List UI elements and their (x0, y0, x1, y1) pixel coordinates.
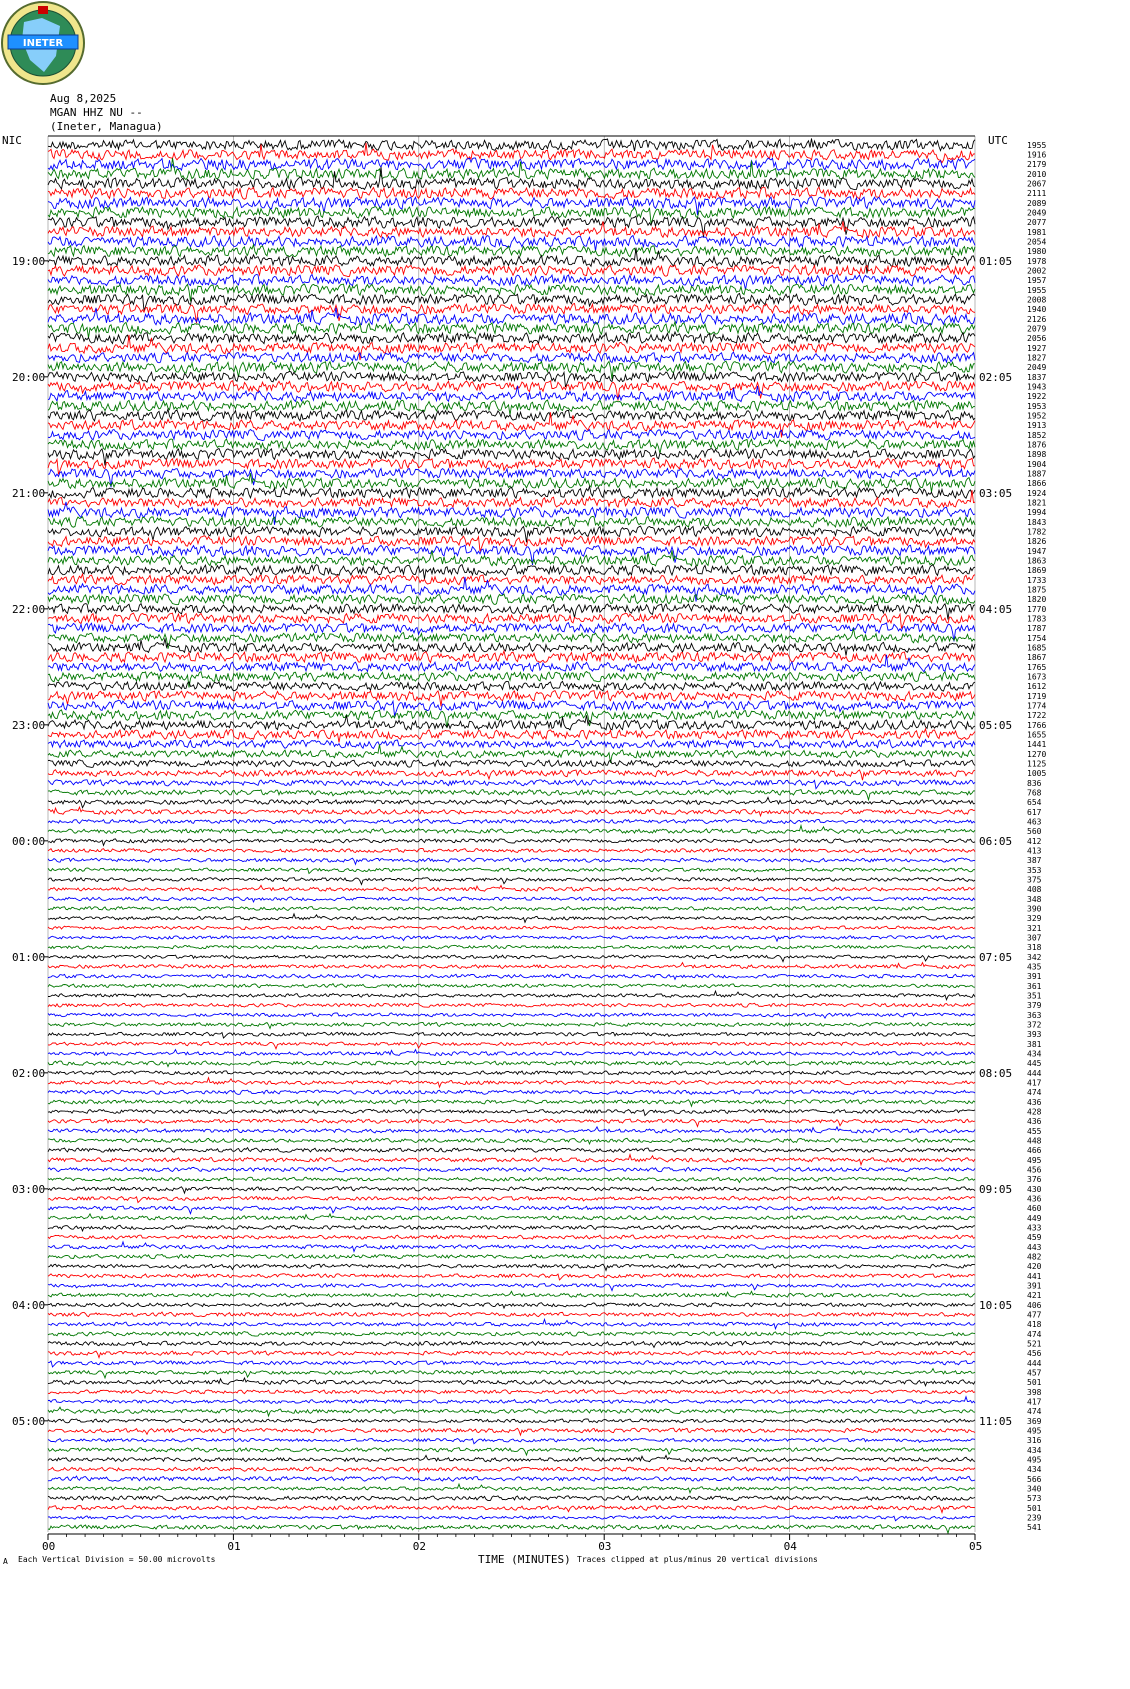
row-rms-label: 501 (1027, 1503, 1042, 1513)
left-hour-label: 02:00 (12, 1066, 46, 1080)
row-rms-label: 418 (1027, 1320, 1042, 1330)
trace-row (48, 1496, 975, 1501)
trace-row (48, 187, 975, 199)
trace-row (48, 1283, 975, 1290)
trace-row (48, 926, 975, 930)
trace-row (48, 858, 975, 864)
trace-row (48, 1428, 975, 1435)
row-rms-label: 434 (1027, 1465, 1042, 1475)
row-rms-label: 441 (1027, 1271, 1042, 1281)
row-rms-label: 1869 (1027, 566, 1047, 576)
row-rms-label: 495 (1027, 1455, 1042, 1465)
row-rms-label: 307 (1027, 933, 1042, 943)
row-rms-label: 342 (1027, 952, 1042, 962)
row-rms-label: 474 (1027, 1088, 1042, 1098)
trace-row (48, 1061, 975, 1067)
row-rms-label: 1005 (1027, 769, 1047, 779)
row-rms-label: 1655 (1027, 730, 1047, 740)
row-rms-label: 434 (1027, 1445, 1042, 1455)
row-rms-label: 474 (1027, 1407, 1042, 1417)
trace-row (48, 1100, 975, 1107)
trace-row (48, 430, 975, 441)
row-rms-label: 444 (1027, 1358, 1042, 1368)
trace-row (48, 1078, 975, 1087)
row-rms-label: 351 (1027, 991, 1042, 1001)
row-rms-label: 654 (1027, 798, 1042, 808)
row-rms-label: 448 (1027, 1136, 1042, 1146)
trace-row (48, 275, 975, 290)
trace-row (48, 1109, 975, 1115)
trace-row (48, 1167, 975, 1171)
row-rms-label: 566 (1027, 1474, 1042, 1484)
trace-row (48, 1319, 975, 1328)
trace-row (48, 1127, 975, 1133)
row-rms-label: 398 (1027, 1387, 1042, 1397)
right-hour-label: 11:05 (979, 1414, 1013, 1428)
trace-row (48, 936, 975, 942)
row-rms-label: 393 (1027, 1030, 1042, 1040)
trace-row (48, 1187, 975, 1193)
row-rms-label: 457 (1027, 1368, 1042, 1378)
trace-row (48, 516, 975, 527)
trace-row (48, 458, 975, 474)
trace-row (48, 914, 975, 923)
row-rms-label: 1787 (1027, 624, 1047, 634)
row-rms-label: 406 (1027, 1300, 1042, 1310)
trace-row (48, 885, 975, 891)
row-rms-label: 2056 (1027, 334, 1047, 344)
trace-row (48, 760, 975, 768)
trace-row (48, 1235, 975, 1239)
trace-row (48, 1032, 975, 1038)
trace-row (48, 1242, 975, 1252)
trace-row (48, 332, 975, 344)
row-rms-label: 443 (1027, 1242, 1042, 1252)
trace-row (48, 963, 975, 969)
trace-row (48, 848, 975, 854)
trace-row (48, 1023, 975, 1029)
trace-row (48, 335, 975, 360)
row-rms-label: 495 (1027, 1155, 1042, 1165)
trace-row (48, 1476, 975, 1481)
row-rms-label: 363 (1027, 1010, 1042, 1020)
row-rms-label: 1766 (1027, 720, 1047, 730)
row-rms-label: 1820 (1027, 595, 1047, 605)
trace-row (48, 1196, 975, 1202)
clipping-note: Traces clipped at plus/minus 20 vertical divisions (577, 1555, 818, 1564)
row-rms-label: 1957 (1027, 276, 1047, 286)
trace-row (48, 906, 975, 910)
trace-row (48, 623, 975, 642)
row-rms-label: 1722 (1027, 711, 1047, 721)
row-rms-label: 460 (1027, 1204, 1042, 1214)
row-rms-label: 1719 (1027, 691, 1047, 701)
row-rms-label: 495 (1027, 1426, 1042, 1436)
row-rms-label: 2010 (1027, 169, 1047, 179)
trace-row (48, 807, 975, 816)
trace-row (48, 797, 975, 807)
trace-row (48, 197, 975, 215)
trace-row (48, 1148, 975, 1153)
corner-mark: A (3, 1557, 8, 1566)
row-rms-label: 1952 (1027, 411, 1047, 421)
row-rms-label: 430 (1027, 1184, 1042, 1194)
row-rms-label: 1940 (1027, 305, 1047, 315)
trace-row (48, 1119, 975, 1127)
trace-row (48, 628, 975, 648)
trace-row (48, 1407, 975, 1416)
right-hour-label: 10:05 (979, 1298, 1013, 1312)
row-rms-label: 1904 (1027, 459, 1047, 469)
trace-row (48, 1332, 975, 1337)
row-rms-label: 391 (1027, 1281, 1042, 1291)
row-rms-label: 2089 (1027, 198, 1047, 208)
row-rms-label: 2067 (1027, 179, 1047, 189)
row-rms-label: 1673 (1027, 672, 1047, 682)
trace-row (48, 371, 975, 387)
trace-row (48, 1516, 975, 1521)
x-tick-label: 00 (42, 1540, 56, 1553)
row-rms-label: 2002 (1027, 266, 1047, 276)
row-rms-label: 560 (1027, 827, 1042, 837)
row-rms-label: 1852 (1027, 430, 1047, 440)
trace-row (48, 897, 975, 902)
vertical-division-note: Each Vertical Division = 50.00 microvolts (18, 1555, 216, 1564)
trace-row (48, 868, 975, 874)
row-rms-label: 412 (1027, 836, 1042, 846)
row-rms-label: 1826 (1027, 537, 1047, 547)
right-hour-label: 02:05 (979, 370, 1013, 384)
row-rms-label: 1876 (1027, 440, 1047, 450)
row-rms-label: 435 (1027, 962, 1042, 972)
row-rms-label: 417 (1027, 1078, 1042, 1088)
row-rms-label: 353 (1027, 865, 1042, 875)
row-rms-label: 2179 (1027, 160, 1047, 170)
trace-row (48, 487, 975, 499)
trace-row (48, 245, 975, 257)
header-date: Aug 8,2025 (50, 92, 117, 105)
row-rms-label: 1924 (1027, 488, 1047, 498)
row-rms-label: 369 (1027, 1416, 1042, 1426)
row-rms-label: 1913 (1027, 421, 1047, 431)
trace-row (48, 991, 975, 1000)
trace-row (48, 1291, 975, 1297)
x-tick-label: 03 (598, 1540, 612, 1553)
trace-row (48, 945, 975, 950)
row-rms-label: 428 (1027, 1107, 1042, 1117)
trace-row (48, 700, 975, 715)
trace-row (48, 826, 975, 834)
trace-row (48, 1177, 975, 1182)
trace-row (48, 974, 975, 979)
trace-row (48, 1361, 975, 1367)
row-rms-label: 541 (1027, 1523, 1042, 1533)
row-rms-label: 408 (1027, 885, 1042, 895)
row-rms-label: 1916 (1027, 150, 1047, 160)
trace-row (48, 1448, 975, 1455)
row-rms-label: 1837 (1027, 372, 1047, 382)
left-hour-label: 23:00 (12, 718, 46, 732)
row-rms-label: 329 (1027, 914, 1042, 924)
x-tick-label: 05 (969, 1540, 983, 1553)
row-rms-label: 1770 (1027, 604, 1047, 614)
row-rms-label: 1765 (1027, 662, 1047, 672)
trace-row (48, 878, 975, 885)
right-hour-label: 06:05 (979, 834, 1013, 848)
trace-row (48, 1378, 975, 1386)
trace-row (48, 1341, 975, 1347)
row-rms-label: 445 (1027, 1059, 1042, 1069)
trace-row (48, 594, 975, 605)
row-rms-label: 1922 (1027, 392, 1047, 402)
left-hour-label: 20:00 (12, 370, 46, 384)
trace-row (48, 265, 975, 277)
row-rms-label: 2079 (1027, 324, 1047, 334)
trace-row (48, 1484, 975, 1493)
trace-row (48, 1050, 975, 1056)
trace-row (48, 308, 975, 325)
row-rms-label: 1953 (1027, 401, 1047, 411)
trace-row (48, 613, 975, 628)
trace-row (48, 1351, 975, 1358)
row-rms-label: 449 (1027, 1213, 1042, 1223)
trace-row (48, 839, 975, 846)
left-hour-label: 03:00 (12, 1182, 46, 1196)
row-rms-label: 348 (1027, 894, 1042, 904)
trace-row (48, 651, 975, 663)
row-rms-label: 340 (1027, 1484, 1042, 1494)
row-rms-label: 433 (1027, 1223, 1042, 1233)
row-rms-label: 321 (1027, 923, 1042, 933)
right-hour-label: 05:05 (979, 718, 1013, 732)
row-rms-label: 1863 (1027, 556, 1047, 566)
trace-row (48, 138, 975, 151)
row-rms-label: 1955 (1027, 285, 1047, 295)
row-rms-label: 239 (1027, 1513, 1042, 1523)
row-rms-label: 421 (1027, 1291, 1042, 1301)
row-rms-label: 2049 (1027, 363, 1047, 373)
trace-row (48, 1419, 975, 1423)
row-rms-label: 463 (1027, 817, 1042, 827)
row-rms-label: 375 (1027, 875, 1042, 885)
row-rms-label: 361 (1027, 981, 1042, 991)
row-rms-label: 1612 (1027, 682, 1047, 692)
row-rms-label: 1782 (1027, 527, 1047, 537)
trace-row (48, 1003, 975, 1007)
trace-row (48, 284, 975, 301)
left-hour-label: 01:00 (12, 950, 46, 964)
row-rms-label: 459 (1027, 1233, 1042, 1243)
row-rms-label: 2008 (1027, 295, 1047, 305)
row-rms-label: 1827 (1027, 353, 1047, 363)
trace-row (48, 681, 975, 691)
row-rms-label: 1270 (1027, 749, 1047, 759)
row-rms-label: 1955 (1027, 140, 1047, 150)
row-rms-label: 1783 (1027, 614, 1047, 624)
row-rms-label: 466 (1027, 1146, 1042, 1156)
row-rms-label: 477 (1027, 1310, 1042, 1320)
trace-row (48, 158, 975, 170)
left-hour-label: 00:00 (12, 834, 46, 848)
row-rms-label: 836 (1027, 778, 1042, 788)
row-rms-label: 436 (1027, 1117, 1042, 1127)
row-rms-label: 768 (1027, 788, 1042, 798)
trace-row (48, 1206, 975, 1214)
trace-row (48, 955, 975, 962)
trace-row (48, 1090, 975, 1095)
row-rms-label: 434 (1027, 1049, 1042, 1059)
trace-row (48, 1467, 975, 1473)
row-rms-label: 372 (1027, 1020, 1042, 1030)
trace-row (48, 1438, 975, 1443)
row-rms-label: 390 (1027, 904, 1042, 914)
right-hour-label: 01:05 (979, 254, 1013, 268)
row-rms-label: 1947 (1027, 546, 1047, 556)
row-rms-label: 1887 (1027, 469, 1047, 479)
trace-row (48, 1525, 975, 1533)
row-rms-label: 573 (1027, 1494, 1042, 1504)
row-rms-label: 318 (1027, 943, 1042, 953)
trace-row (48, 1264, 975, 1270)
row-rms-label: 413 (1027, 846, 1042, 856)
row-rms-label: 1843 (1027, 517, 1047, 527)
trace-row (48, 691, 975, 707)
row-rms-label: 381 (1027, 1039, 1042, 1049)
trace-row (48, 1013, 975, 1018)
trace-row (48, 574, 975, 585)
row-rms-label: 455 (1027, 1126, 1042, 1136)
row-rms-label: 2049 (1027, 208, 1047, 218)
row-rms-label: 1733 (1027, 575, 1047, 585)
row-rms-label: 521 (1027, 1339, 1042, 1349)
left-hour-label: 19:00 (12, 254, 46, 268)
trace-row (48, 1397, 975, 1404)
row-rms-label: 1978 (1027, 256, 1047, 266)
right-hour-label: 03:05 (979, 486, 1013, 500)
row-rms-label: 1943 (1027, 382, 1047, 392)
row-rms-label: 2077 (1027, 218, 1047, 228)
trace-row (48, 819, 975, 824)
row-rms-label: 456 (1027, 1165, 1042, 1175)
row-rms-label: 456 (1027, 1349, 1042, 1359)
trace-row (48, 1312, 975, 1317)
trace-row (48, 400, 975, 415)
trace-row (48, 1254, 975, 1258)
row-rms-label: 436 (1027, 1194, 1042, 1204)
row-rms-label: 391 (1027, 972, 1042, 982)
trace-row (48, 790, 975, 800)
row-rms-label: 1927 (1027, 343, 1047, 353)
trace-row (48, 490, 975, 507)
row-rms-label: 436 (1027, 1097, 1042, 1107)
x-axis-label: TIME (MINUTES) (478, 1553, 571, 1566)
x-tick-label: 04 (783, 1540, 797, 1553)
logo-text: INETER (22, 38, 64, 49)
row-rms-label: 1981 (1027, 227, 1047, 237)
trace-row (48, 1369, 975, 1378)
right-hour-label: 07:05 (979, 950, 1013, 964)
right-hour-label: 09:05 (979, 1182, 1013, 1196)
trace-row (48, 1506, 975, 1513)
left-hour-label: 04:00 (12, 1298, 46, 1312)
row-rms-label: 1980 (1027, 247, 1047, 257)
trace-row (48, 1042, 975, 1049)
row-rms-label: 1898 (1027, 450, 1047, 460)
row-rms-label: 1125 (1027, 759, 1047, 769)
trace-row (48, 1155, 975, 1165)
row-rms-label: 387 (1027, 856, 1042, 866)
trace-row (48, 1071, 975, 1075)
row-rms-label: 376 (1027, 1175, 1042, 1185)
x-tick-label: 02 (412, 1540, 427, 1553)
trace-row (48, 1303, 975, 1308)
left-hour-label: 05:00 (12, 1414, 46, 1428)
row-rms-label: 474 (1027, 1329, 1042, 1339)
trace-row (48, 1214, 975, 1220)
row-rms-label: 2111 (1027, 189, 1047, 199)
trace-row (48, 409, 975, 421)
row-rms-label: 1994 (1027, 508, 1047, 518)
row-rms-label: 617 (1027, 807, 1042, 817)
row-rms-label: 1866 (1027, 479, 1047, 489)
row-rms-label: 1821 (1027, 498, 1047, 508)
right-timezone-label: UTC (988, 134, 1008, 147)
x-tick-label: 01 (227, 1540, 241, 1553)
row-rms-label: 2126 (1027, 314, 1047, 324)
row-rms-label: 482 (1027, 1252, 1042, 1262)
row-rms-label: 1754 (1027, 633, 1047, 643)
trace-row (48, 729, 975, 743)
row-rms-label: 2054 (1027, 237, 1047, 247)
row-rms-label: 501 (1027, 1378, 1042, 1388)
left-timezone-label: NIC (2, 134, 22, 147)
row-rms-label: 444 (1027, 1068, 1042, 1078)
trace-row (48, 780, 975, 789)
left-hour-label: 21:00 (12, 486, 46, 500)
left-hour-label: 22:00 (12, 602, 46, 616)
right-hour-label: 04:05 (979, 602, 1013, 616)
trace-row (48, 984, 975, 988)
trace-row (48, 1225, 975, 1231)
row-rms-label: 1875 (1027, 585, 1047, 595)
header-station: MGAN HHZ NU -- (50, 106, 143, 119)
trace-row (48, 770, 975, 780)
trace-row (48, 551, 975, 566)
header-institution: (Ineter, Managua) (50, 120, 163, 133)
trace-row (48, 1455, 975, 1461)
row-rms-label: 1867 (1027, 653, 1047, 663)
row-rms-label: 417 (1027, 1397, 1042, 1407)
trace-row (48, 1138, 975, 1144)
trace-row (48, 655, 975, 672)
trace-row (48, 740, 975, 749)
row-rms-label: 1441 (1027, 740, 1047, 750)
trace-row (48, 1390, 975, 1394)
trace-row (48, 1274, 975, 1280)
row-rms-label: 420 (1027, 1262, 1042, 1272)
trace-row (48, 352, 975, 363)
row-rms-label: 1774 (1027, 701, 1047, 711)
row-rms-label: 1685 (1027, 643, 1047, 653)
row-rms-label: 316 (1027, 1436, 1042, 1446)
row-rms-label: 379 (1027, 1001, 1042, 1011)
right-hour-label: 08:05 (979, 1066, 1013, 1080)
